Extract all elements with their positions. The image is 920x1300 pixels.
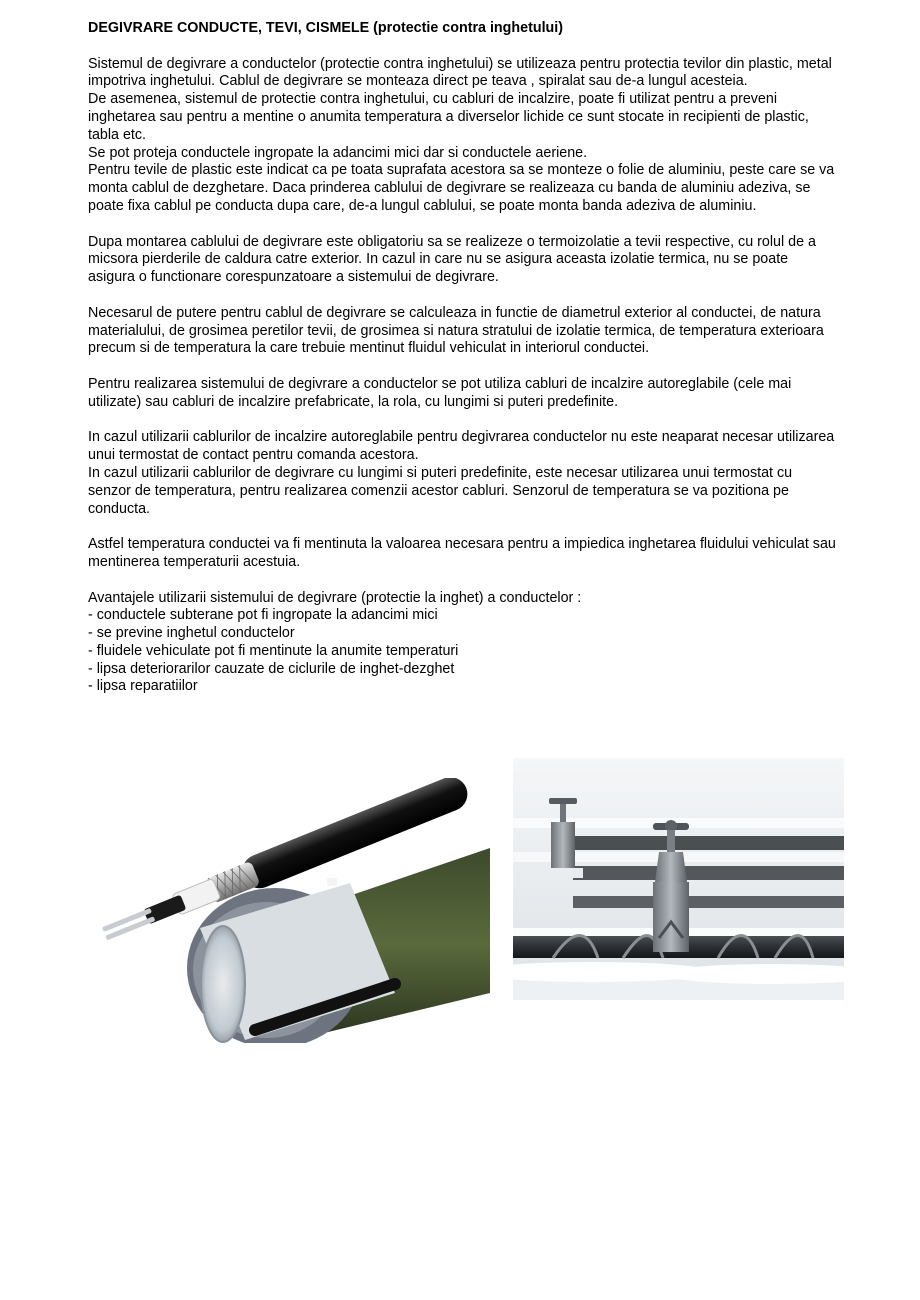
text-line: asigura o functionare corespunzatoare a sistemului de degivrare. bbox=[88, 269, 499, 286]
text-line: micsora pierderile de caldura catre exterior. In cazul in care nu se asigura aceasta izolatie termica, nu se poate bbox=[88, 251, 789, 268]
text-line: Se pot proteja conductele ingropate la adancimi mici dar si conductele aeriene. bbox=[88, 144, 588, 161]
text-line: mentinerea temperaturii acestuia. bbox=[88, 553, 301, 570]
text-line: Pentru realizarea sistemului de degivrare a conductelor se pot utiliza cabluri de incalzire autoreglabile (cele mai bbox=[88, 375, 792, 392]
text-line: Dupa montarea cablului de degivrare este obligatoriu sa se realizeze o termoizolatie a tevii respective, cu rolul de a bbox=[88, 233, 816, 250]
text-line: Sistemul de degivrare a conductelor (protectie contra inghetului) se utilizeaza pentru protectia tevilor din plastic, metal bbox=[88, 55, 832, 72]
text-line: Astfel temperatura conductei va fi mentinuta la valoarea necesara pentru a impiedica inghetarea fluidului vehiculat sau bbox=[88, 536, 836, 553]
text-line: tabla etc. bbox=[88, 126, 147, 143]
advantages-list bbox=[88, 607, 900, 696]
text-line: inghetarea sau pentru a mentine o anumita temperatura a diverselor lichide ce sunt stocate in recipienti de plastic, bbox=[88, 108, 809, 125]
heating-cable-pipe-image bbox=[95, 778, 490, 1043]
text-line: In cazul utilizarii cablurilor de incalzire autoreglabile pentru degivrarea conductelor nu este neaparat necesar utilizarea bbox=[88, 429, 835, 446]
paragraph-4 bbox=[88, 376, 900, 412]
text-line: unui termostat de contact pentru comanda acestora. bbox=[88, 447, 419, 464]
list-item: - se previne inghetul conductelor bbox=[88, 625, 295, 642]
document-title: DEGIVRARE CONDUCTE, TEVI, CISMELE (protectie contra inghetului) bbox=[88, 20, 564, 36]
frozen-pipes-valves-image bbox=[513, 758, 844, 1000]
document-text bbox=[88, 20, 900, 696]
text-line: materialului, de grosimea peretilor tevii, de grosimea si natura stratului de izolatie termica, de temperatura exterioara bbox=[88, 322, 824, 339]
list-item: - fluidele vehiculate pot fi mentinute la anumite temperaturi bbox=[88, 642, 459, 659]
text-line: utilizate) sau cabluri de incalzire prefabricate, la rola, cu lungimi si puteri predefinite. bbox=[88, 393, 619, 410]
text-line: De asemenea, sistemul de protectie contra inghetului, cu cabluri de incalzire, poate fi utilizat pentru a preveni bbox=[88, 91, 778, 108]
list-item: - lipsa reparatiilor bbox=[88, 678, 198, 695]
text-line: Pentru tevile de plastic este indicat ca pe toata suprafata acestora sa se monteze o folie de aluminiu, peste care se va bbox=[88, 162, 835, 179]
text-line: conducta. bbox=[88, 500, 150, 517]
paragraph-5 bbox=[88, 429, 900, 518]
paragraph-1 bbox=[88, 56, 900, 216]
paragraph-6 bbox=[88, 536, 900, 572]
text-line: senzor de temperatura, pentru realizarea comenzii acestor cabluri. Senzorul de temperatura se va pozitiona pe bbox=[88, 482, 789, 499]
advantages-section bbox=[88, 590, 900, 697]
text-line: precum si de temperatura la care trebuie mentinut fluidul vehiculat in interiorul conductei. bbox=[88, 340, 650, 357]
list-item: - conductele subterane pot fi ingropate la adancimi mici bbox=[88, 607, 438, 624]
advantages-intro: Avantajele utilizarii sistemului de degivrare (protectie la inghet) a conductelor : bbox=[88, 589, 582, 606]
text-line: In cazul utilizarii cablurilor de degivrare cu lungimi si puteri predefinite, este necesar utilizarea unui termostat cu bbox=[88, 464, 793, 481]
paragraph-2 bbox=[88, 234, 900, 287]
text-line: impotriva inghetului. Cablul de degivrare se monteaza direct pe teava , spiralat sau de-a lungul acesteia. bbox=[88, 73, 748, 90]
text-line: monta cablul de dezghetare. Daca prinderea cablului de degivrare se realizeaza cu banda de aluminiu adeziva, se bbox=[88, 180, 811, 197]
text-line: Necesarul de putere pentru cablul de degivrare se calculeaza in functie de diametrul exterior al conductei, de natura bbox=[88, 304, 821, 321]
text-line: poate fixa cablul pe conducta dupa care, de-a lungul cablului, se poate monta banda adeziva de aluminiu. bbox=[88, 197, 757, 214]
list-item: - lipsa deteriorarilor cauzate de ciclurile de inghet-dezghet bbox=[88, 660, 455, 677]
paragraph-3 bbox=[88, 305, 900, 358]
